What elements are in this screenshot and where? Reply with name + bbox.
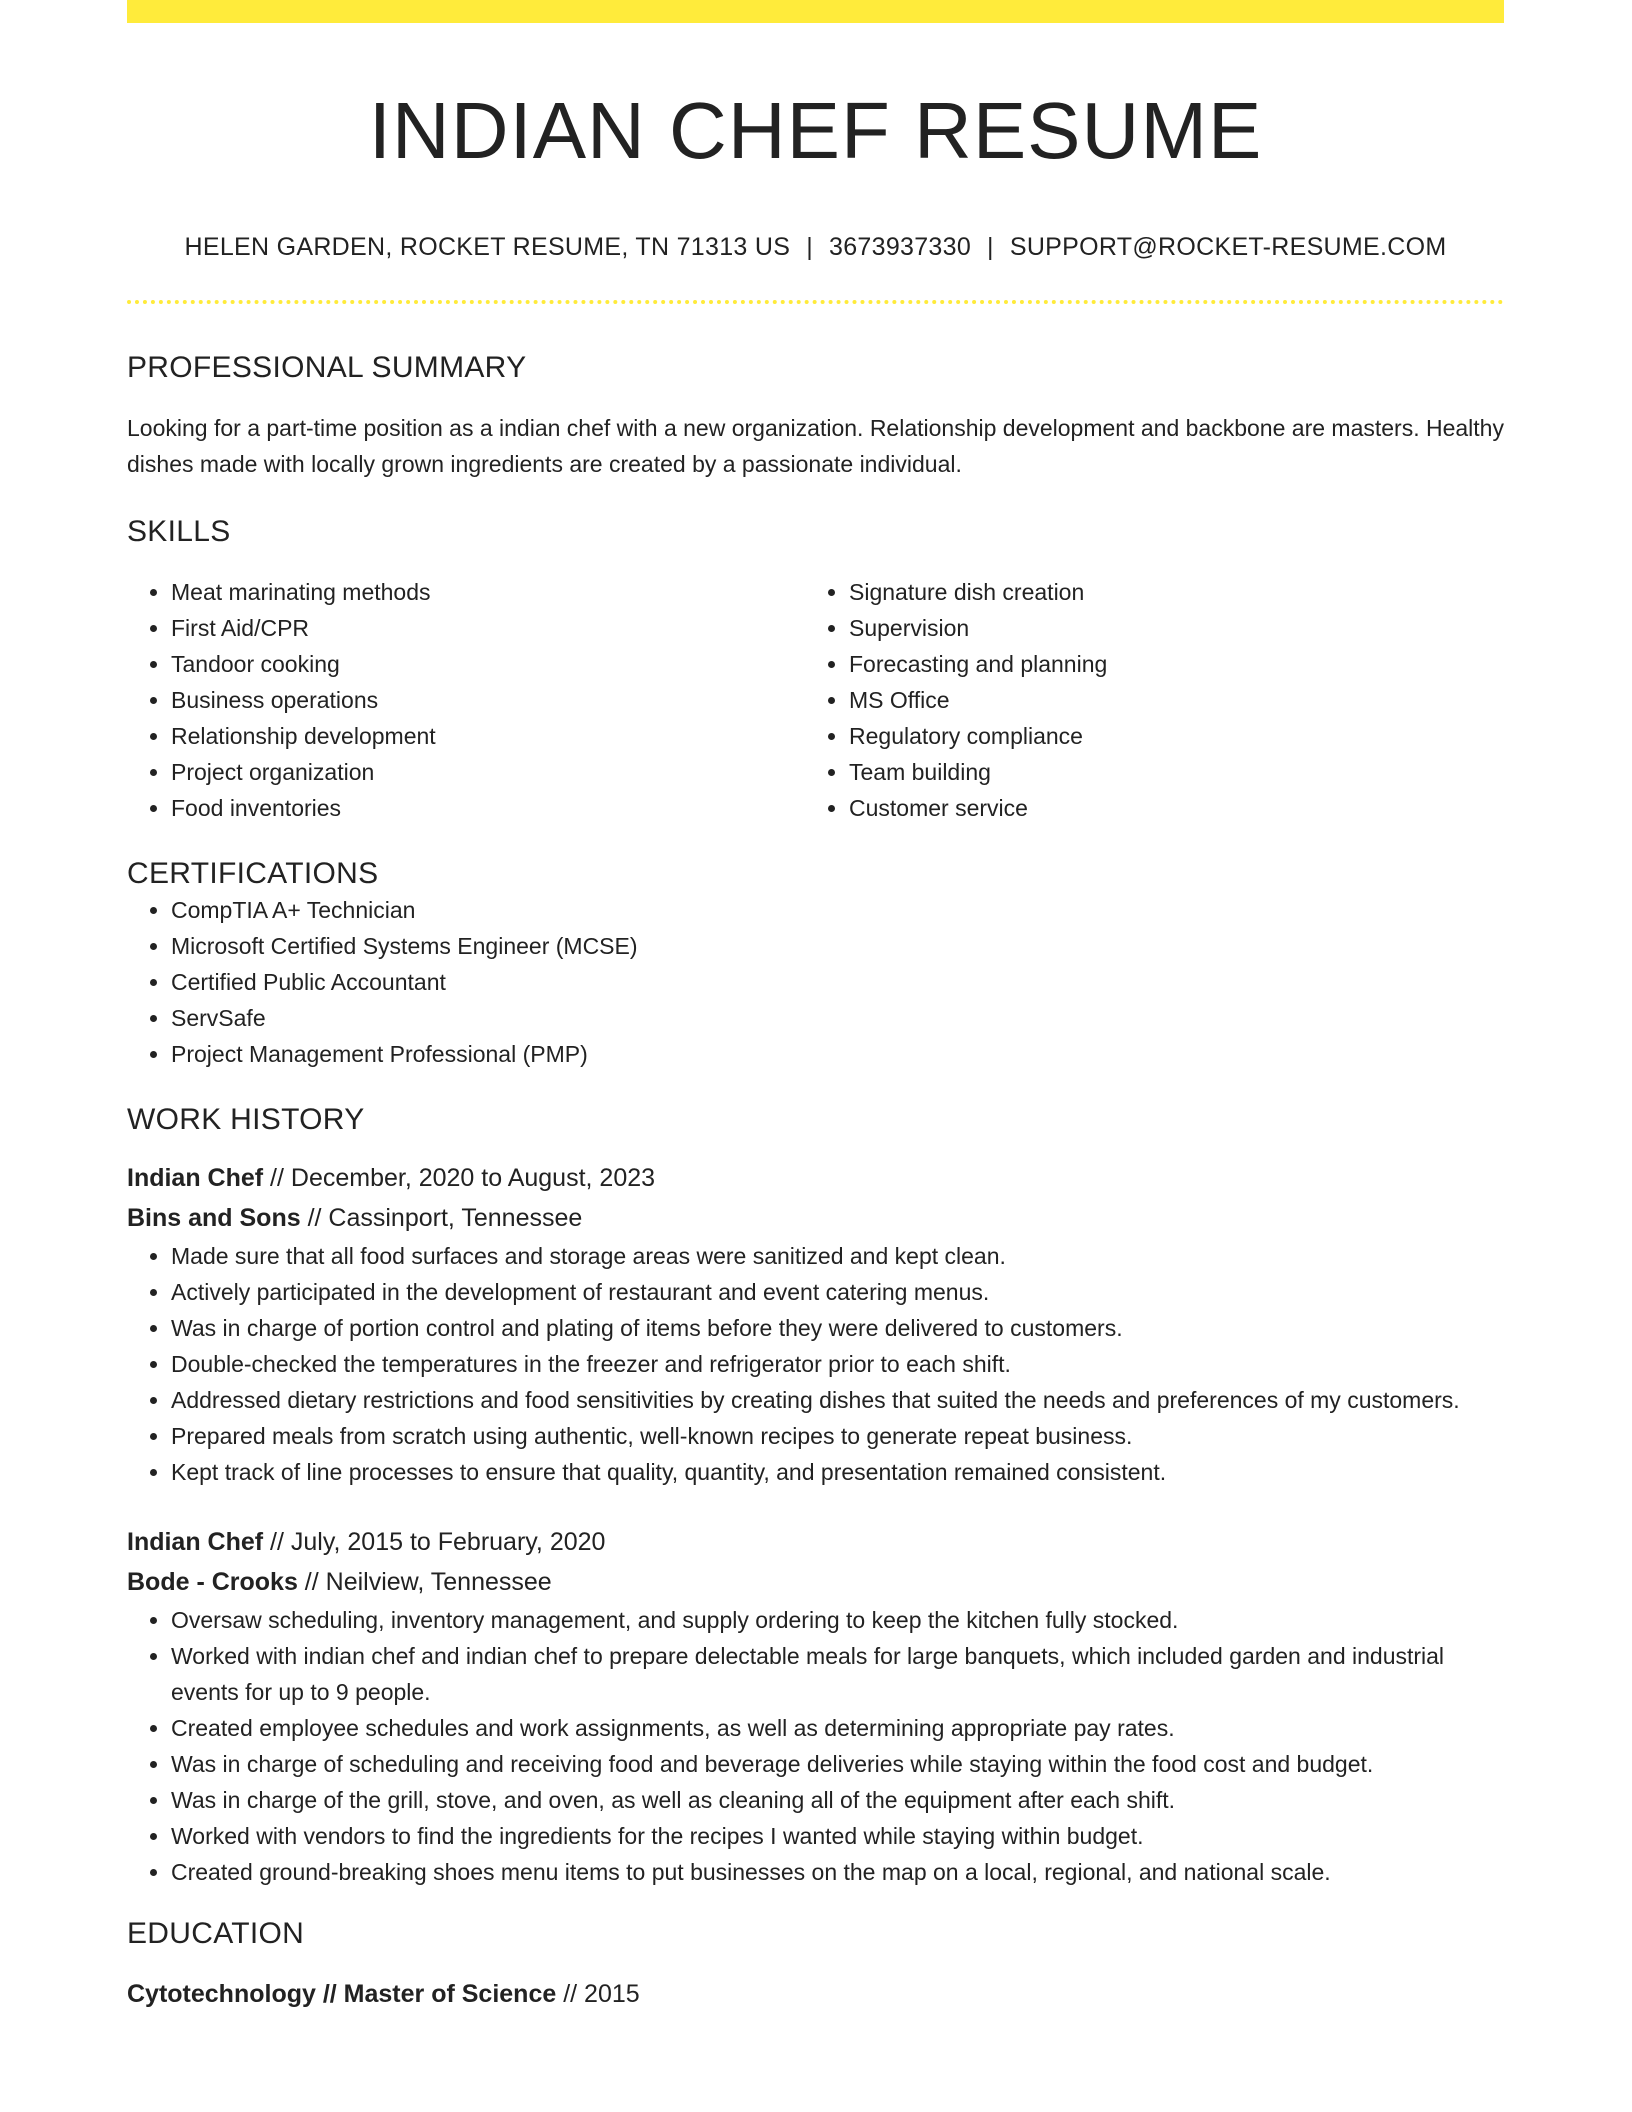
contact-phone: 3673937330: [829, 233, 972, 261]
job-duty-item: • Actively participated in the development of restaurant and event catering menus.: [171, 1274, 1504, 1310]
contact-line: [127, 233, 1504, 262]
contact-email: SUPPORT@ROCKET-RESUME.COM: [1009, 233, 1447, 261]
certification-item: • ServSafe: [171, 1000, 1504, 1036]
summary-text: Looking for a part-time position as a indian chef with a new organization. Relationship development and backbone are masters. Healthy dishes made with locally grown ingredients are created by a passionate individual.: [127, 415, 1504, 477]
job-location: // Cassinport, Tennessee: [300, 1204, 583, 1232]
job-title-line: [127, 1522, 1504, 1562]
job-entry: [127, 1522, 1504, 1890]
skill-item: • Meat marinating methods: [171, 574, 805, 610]
accent-top-bar: [127, 0, 1504, 23]
skills-grid: [127, 574, 1504, 826]
job-duty-item: • Oversaw scheduling, inventory management, and supply ordering to keep the kitchen fully stocked.: [171, 1602, 1504, 1638]
skill-item: • Business operations: [171, 682, 805, 718]
job-duty-item: • Double-checked the temperatures in the freezer and refrigerator prior to each shift.: [171, 1346, 1504, 1382]
job-company-line: [127, 1562, 1504, 1602]
job-duty-item: • Created ground-breaking shoes menu items to put businesses on the map on a local, regional, and national scale.: [171, 1854, 1504, 1890]
job-duty-item: • Worked with vendors to find the ingredients for the recipes I wanted while staying within budget.: [171, 1818, 1504, 1854]
dotted-divider: [127, 300, 1504, 304]
certifications-heading: CERTIFICATIONS: [127, 857, 379, 890]
work-history-heading: WORK HISTORY: [127, 1103, 365, 1136]
job-title: Indian Chef: [127, 1164, 264, 1192]
skill-item: • Relationship development: [171, 718, 805, 754]
job-duty-item: • Worked with indian chef and indian chef to prepare delectable meals for large banquets, which included garden and industrial events for up to 9 people.: [171, 1638, 1504, 1710]
skill-item: • Customer service: [849, 790, 1483, 826]
job-duties-list: [127, 1238, 1504, 1490]
job-duty-item: • Created employee schedules and work assignments, as well as determining appropriate pay rates.: [171, 1710, 1504, 1746]
job-duty-item: • Kept track of line processes to ensure that quality, quantity, and presentation remained consistent.: [171, 1454, 1504, 1490]
job-title-line: [127, 1158, 1504, 1198]
skill-item: • Forecasting and planning: [849, 646, 1483, 682]
contact-separator: |: [806, 233, 813, 261]
job-company: Bins and Sons: [127, 1204, 301, 1232]
skills-heading: SKILLS: [127, 515, 231, 548]
skills-column-right: [805, 574, 1483, 826]
skill-item: • Team building: [849, 754, 1483, 790]
education-year: // 2015: [556, 1980, 640, 2008]
job-entry: [127, 1158, 1504, 1490]
job-duty-item: • Was in charge of scheduling and receiving food and beverage deliveries while staying within the food cost and budget.: [171, 1746, 1504, 1782]
job-dates: // July, 2015 to February, 2020: [263, 1528, 606, 1556]
job-duty-item: • Addressed dietary restrictions and food sensitivities by creating dishes that suited the needs and preferences of my customers.: [171, 1382, 1504, 1418]
certifications-list: [127, 892, 1504, 1072]
contact-separator: |: [987, 233, 994, 261]
skill-item: • Signature dish creation: [849, 574, 1483, 610]
resume-page: [127, 0, 1504, 2014]
certification-item: • CompTIA A+ Technician: [171, 892, 1504, 928]
skills-column-left: [127, 574, 805, 826]
certification-item: • Microsoft Certified Systems Engineer (MCSE): [171, 928, 1504, 964]
job-company: Bode - Crooks: [127, 1568, 298, 1596]
skill-item: • Food inventories: [171, 790, 805, 826]
skill-item: • Tandoor cooking: [171, 646, 805, 682]
job-duty-item: • Was in charge of portion control and plating of items before they were delivered to customers.: [171, 1310, 1504, 1346]
job-dates: // December, 2020 to August, 2023: [263, 1164, 656, 1192]
skill-item: • MS Office: [849, 682, 1483, 718]
job-location: // Neilview, Tennessee: [297, 1568, 552, 1596]
job-duty-item: • Was in charge of the grill, stove, and oven, as well as cleaning all of the equipment after each shift.: [171, 1782, 1504, 1818]
resume-title: INDIAN CHEF RESUME: [368, 86, 1263, 175]
skill-item: • Project organization: [171, 754, 805, 790]
job-duties-list: [127, 1602, 1504, 1890]
education-heading: EDUCATION: [127, 1917, 305, 1950]
job-duty-item: • Made sure that all food surfaces and storage areas were sanitized and kept clean.: [171, 1238, 1504, 1274]
job-title: Indian Chef: [127, 1528, 264, 1556]
contact-address: HELEN GARDEN, ROCKET RESUME, TN 71313 US: [184, 233, 791, 261]
certification-item: • Certified Public Accountant: [171, 964, 1504, 1000]
skill-item: • Regulatory compliance: [849, 718, 1483, 754]
education-entry: [127, 1974, 1504, 2014]
skill-item: • Supervision: [849, 610, 1483, 646]
summary-heading: PROFESSIONAL SUMMARY: [127, 351, 527, 384]
education-degree: Cytotechnology // Master of Science: [127, 1980, 557, 2008]
skill-item: • First Aid/CPR: [171, 610, 805, 646]
certification-item: • Project Management Professional (PMP): [171, 1036, 1504, 1072]
job-duty-item: • Prepared meals from scratch using authentic, well-known recipes to generate repeat business.: [171, 1418, 1504, 1454]
job-company-line: [127, 1198, 1504, 1238]
